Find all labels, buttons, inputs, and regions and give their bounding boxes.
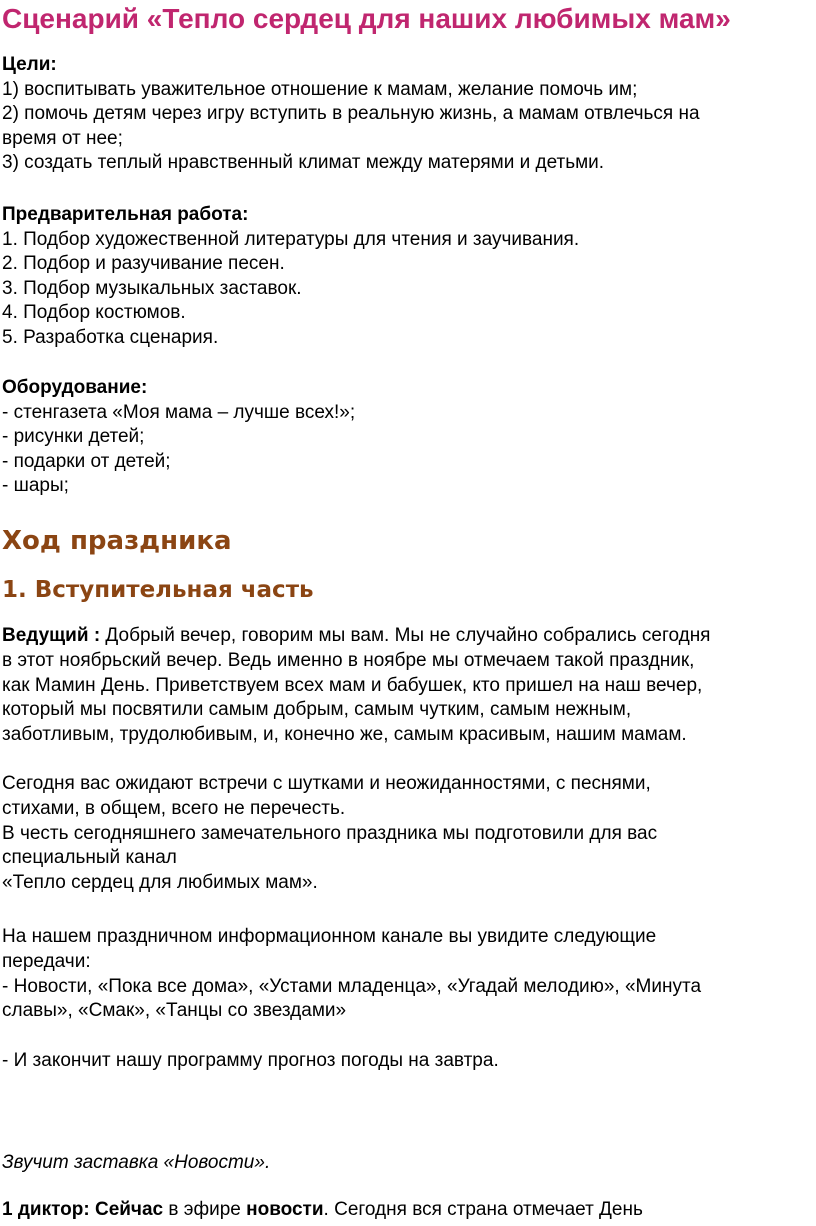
today-text: «Тепло сердец для любимых мам». [2, 872, 318, 894]
host-text: заботливым, трудолюбивым, и, конечно же, самым красивым, нашим мамам. [2, 724, 687, 746]
goals-line: 2) помочь детям через игру вступить в реальную жизнь, а мамам отвлечься на [2, 103, 700, 124]
today-text: В честь сегодняшнего замечательного праздника мы подготовили для вас [2, 822, 658, 844]
announcer-text: . Сегодня вся страна отмечает День [323, 1199, 643, 1220]
channel-text: - Новости, «Пока все дома», «Устами младенца», «Угадай мелодию», «Минута [2, 975, 702, 997]
channel-paragraph [2, 925, 816, 1024]
preparation-item: 4. Подбор костюмов. [2, 302, 186, 323]
announcer-label: 1 диктор: Сейчас [2, 1199, 164, 1220]
equipment-heading: Оборудование: [2, 377, 148, 398]
today-text: стихами, в общем, всего не перечесть. [2, 797, 346, 819]
channel-text: славы», «Смак», «Танцы со звездами» [2, 1000, 347, 1022]
goals-line: 3) создать теплый нравственный климат между матерями и детьми. [2, 152, 605, 173]
channel-text: На нашем праздничном информационном канале вы увидите следующие [2, 926, 657, 947]
host-text: Добрый вечер, говорим мы вам. Мы не случайно собрались сегодня [100, 625, 711, 646]
host-text: который мы посвятили самым добрым, самым чутким, самым нежным, [2, 699, 632, 721]
equipment-section [2, 376, 814, 499]
preparation-item: 3. Подбор музыкальных заставок. [2, 277, 302, 299]
equipment-item: - подарки от детей; [2, 450, 171, 472]
announcer-news-word: новости [246, 1199, 324, 1220]
today-paragraph [2, 772, 816, 896]
equipment-item: - рисунки детей; [2, 426, 145, 447]
equipment-item: - стенгазета «Моя мама – лучше всех!»; [2, 401, 356, 423]
weather-line [2, 1049, 816, 1074]
news-intro-text: Звучит заставка «Новости». [2, 1152, 271, 1173]
preparation-item: 1. Подбор художественной литературы для чтения и заучивания. [2, 228, 580, 250]
host-speaker-label: Ведущий : [2, 625, 101, 646]
news-intro [2, 1151, 816, 1176]
goals-line: 1) воспитывать уважительное отношение к мамам, желание помочь им; [2, 78, 638, 100]
goals-line: время от нее; [2, 127, 123, 149]
equipment-item: - шары; [2, 475, 69, 496]
announcer-line [2, 1198, 816, 1223]
preparation-item: 5. Разработка сценария. [2, 326, 219, 348]
host-paragraph [2, 624, 816, 748]
goals-section [2, 53, 814, 176]
intro-heading: 1. Вступительная часть [2, 577, 314, 603]
goals-heading: Цели: [2, 54, 57, 75]
preparation-heading: Предварительная работа: [2, 204, 249, 225]
preparation-section [2, 203, 814, 350]
course-heading: Ход праздника [2, 526, 232, 556]
today-text: специальный канал [2, 847, 177, 869]
weather-text: - И закончит нашу программу прогноз погоды на завтра. [2, 1050, 499, 1071]
today-text: Сегодня вас ожидают встречи с шутками и неожиданностями, с песнями, [2, 773, 651, 794]
host-text: как Мамин День. Приветствуем всех мам и бабушек, кто пришел на наш вечер, [2, 674, 703, 696]
preparation-item: 2. Подбор и разучивание песен. [2, 253, 285, 274]
host-text: в этот ноябрьский вечер. Ведь именно в ноябре мы отмечаем такой праздник, [2, 649, 695, 671]
announcer-text: в эфире [163, 1199, 247, 1220]
page-title: Сценарий «Тепло сердец для наших любимых мам» [2, 3, 731, 34]
channel-text: передачи: [2, 950, 91, 972]
